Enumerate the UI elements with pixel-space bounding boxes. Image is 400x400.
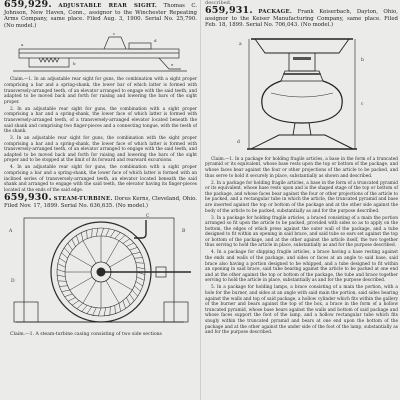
patent-659931-body: Frank Keiserbach, Dayton, Ohio, assignor to the Keiser Manufacturing Company, same place. Filed Feb. 18, 1899. Serial No. 706,043. (No model.) xyxy=(205,9,398,29)
patent-659929-body: Thomas C. Johnson, New Haven, Conn., assignor to the Winchester Repeating Arms Company, same place. Filed Aug. 3, 1900. Serial No. 25,790. (No model.) xyxy=(4,3,198,29)
patent-659931-title: PACKAGE. xyxy=(258,9,293,15)
previous-text-fragment: described. xyxy=(205,0,232,6)
patent-659930-caption: Claim.—1. A steam-turbine casing consisting of two side sections xyxy=(10,331,162,337)
svg-text:c: c xyxy=(113,31,116,37)
patent-659931-claim-2: 2. In a package for holding fragile articles, a base in the form of a truncated pyramid or its equivalent, whose base rests upon and is the shaped stage of the top or bottom of the package, and whose faces bear against the four or other projections of the article to be packed, and a rectangular tube in which the article, the truncated pyramid and base are inserted against the top or bottom of the package and at the other side against the body of the article to be packed, substantially as and for the purpose described. xyxy=(205,180,398,214)
svg-text:D: D xyxy=(10,278,15,284)
patent-659929-claim-2: 2. In an adjustable rear sight for guns, the combination with a sight proper comprising a bar and a spring-shank, the lower face of which latter is formed with transversely-arranged teeth, of a transversely-arranged elevator located beneath the said shank and comprising two finger-pieces and a connecting tongue, with the teeth of the shank. xyxy=(4,106,197,135)
steam-turbine-figure xyxy=(6,212,196,330)
patent-659931-header xyxy=(205,5,398,29)
patent-659929-claim-3: 3. In an adjustable rear sight for guns, the combination with the sight proper comprising a bar and a spring-shank, the lower face of which latter is formed with transversely-arranged teeth, of an elevator arranged to engage with the said teeth, and adapted to be moved back and forth for raising and lowering the bars of the sight proper and to be stopped at the limit of its forward and rearward excursions. xyxy=(4,136,197,164)
svg-text:A: A xyxy=(8,228,12,234)
svg-text:d: d xyxy=(236,139,240,145)
svg-text:C: C xyxy=(145,213,149,219)
patent-659931-claim-3: 3. In a package for holding fragile articles, a braced consisting of a main the portion arranged so fit upon the article to be packed, provided with sides so as to apply on the bottom, the edges of which press against the outer wall of the package, and a tube designed to fit within an opening in said brace, and said tube so ears set against the top or bottom of the package, and at the other against the article itself, the two together thus serving to hold the article in place, substantially as and for the purpose described. xyxy=(205,215,398,249)
patent-659930-header xyxy=(4,192,197,210)
svg-text:a: a xyxy=(21,42,24,48)
patent-659929-number: 659,929. xyxy=(4,0,52,10)
column-divider xyxy=(200,0,201,400)
patent-659930-body: Dorus Kerns, Cleveland, Ohio. Filed Nov. 17, 1899. Serial No. 636,635. (No model.) xyxy=(4,196,197,210)
patent-659930-number: 659,930. xyxy=(4,192,52,204)
svg-text:a: a xyxy=(238,41,242,47)
svg-text:d: d xyxy=(154,38,157,44)
patent-659929-header xyxy=(4,2,197,29)
svg-text:e: e xyxy=(171,62,174,68)
lamp-package-figure xyxy=(227,31,377,155)
patent-659929-title: ADJUSTABLE REAR SIGHT. xyxy=(58,3,158,9)
patent-659931-claim-4: 4. In a package for shipping fragile articles, a brace having a base resting against the ends and walls of the package, and sides or faces at an angle to said base, said brace also having a portion designed to be whipped, and a tube designed to fit within an opening in said brace, said tube bearing against the article to be packed at one end and at the other against the top or bottom of the package, the tube and brace together serving to hold the article in place, substantially as and for the purpose described. xyxy=(205,250,398,284)
svg-text:b: b xyxy=(360,57,364,63)
svg-text:B: B xyxy=(181,228,185,234)
patent-659931-claim-1: Claim.—1. In a package for holding fragile articles, a base in the form of a truncated pyramid or its equivalent, whose base rests upon the top or bottom of the package, and whose faces bear against the four or other projections of the article to be packed, and thus serve to hold it securely in place, substantially as shown and described. xyxy=(205,156,398,179)
patent-659929-claim-1: Claim.—1. In an adjustable rear sight for guns, the combination with a sight proper comprising a bar and a spring-shank, the lower bar of which latter is formed with transversely-arranged teeth, of an elevator arranged to engage with the said teeth, and adapted to be moved back and forth for raising and lowering the bars of the sight proper. xyxy=(4,77,197,105)
svg-text:b: b xyxy=(73,61,76,67)
patent-659930-title: STEAM-TURBINE. xyxy=(53,196,113,203)
right-column xyxy=(205,0,398,337)
rear-sight-figure xyxy=(9,31,192,75)
patent-659931-claim-5: 5. In a package for holding lamps, a brace consisting of a main the portion, with a hole for the burner, and sides at an angle with said main the portion, said sides bearing against the walls and top of said package, a hollow cylinder which fits within the gallery of the burner and bears against the top of the box, a brace in the form of a hollow truncated pyramid, whose base bears against the walls and bottom of said package and whose faces support the foot of the lamp, and a hollow rectangular tube which fits snugly within the truncated pyramid and bears at one end upon the bottom of the package and at the other against the under side of the foot of the lamp, substantially as and for the purpose described. xyxy=(205,285,398,336)
svg-text:c: c xyxy=(360,101,364,107)
patent-659931-number: 659,931. xyxy=(205,5,253,16)
left-column xyxy=(4,0,197,338)
patent-659929-claim-4: 4. In an adjustable rear sight for guns, the combination with a sight proper comprising a bar and a spring-shank, the lower face of which latter is formed with an inclined series of transversely-arranged teeth, an elevator located beneath the said shank and arranged to engage with the said teeth, the elevator having its finger-pieces located at the ends of the said edge. xyxy=(4,165,197,193)
